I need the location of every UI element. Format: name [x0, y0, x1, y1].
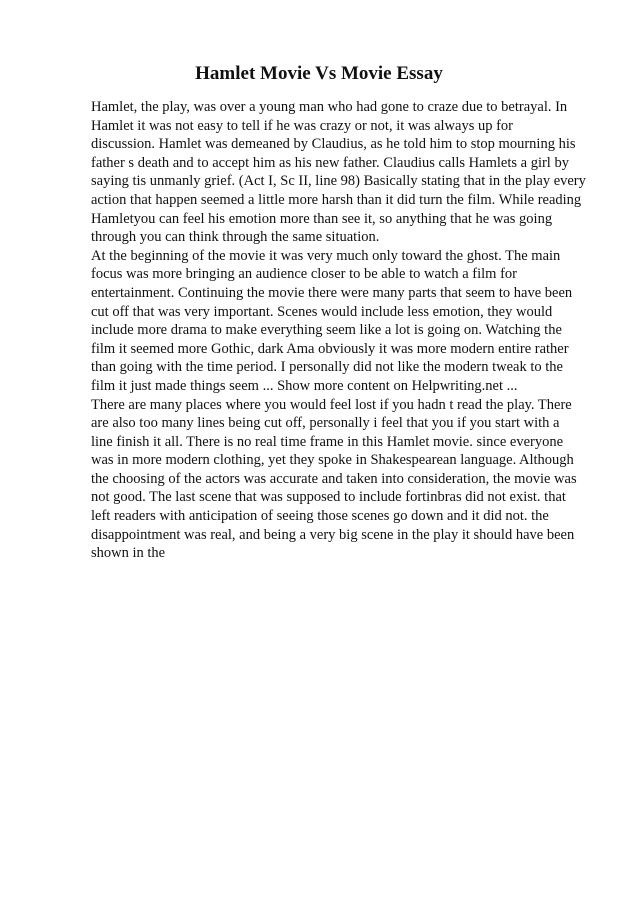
essay-line: saying tis unmanly grief. (Act I, Sc II, line 98) Basically stating that in the play every: [91, 173, 586, 190]
essay-line: There are many places where you would feel lost if you hadn t read the play. There: [91, 396, 572, 413]
essay-line: was in more modern clothing, yet they spoke in Shakespearean language. Although: [91, 452, 574, 469]
essay-line: are also too many lines being cut off, personally i feel that you if you start with a: [91, 415, 560, 432]
essay-line: not good. The last scene that was supposed to include fortinbras did not exist. that: [91, 489, 566, 506]
essay-line: cut off that was very important. Scenes would include less emotion, they would: [91, 303, 553, 320]
essay-line: film it just made things seem ... Show more content on Helpwriting.net ...: [91, 377, 518, 394]
essay-line: include more drama to make everything seem like a lot is going on. Watching the: [91, 322, 562, 339]
essay-line: disappointment was real, and being a very big scene in the play it should have been: [91, 526, 575, 543]
essay-line: At the beginning of the movie it was very much only toward the ghost. The main: [91, 247, 561, 264]
essay-line: focus was more bringing an audience closer to be able to watch a film for: [91, 266, 517, 283]
essay-line: entertainment. Continuing the movie there were many parts that seem to have been: [91, 284, 573, 301]
essay-body: [91, 98, 586, 563]
essay-line: Hamlet, the play, was over a young man who had gone to craze due to betrayal. In: [91, 99, 568, 115]
essay-line: shown in the: [91, 545, 166, 562]
essay-line: through you can think through the same situation.: [91, 229, 380, 246]
document-title: Hamlet Movie Vs Movie Essay: [195, 63, 443, 84]
essay-line: Hamletyou can feel his emotion more than see it, so anything that he was going: [91, 210, 553, 227]
essay-line: left readers with anticipation of seeing those scenes go down and it did not. the: [91, 508, 549, 525]
essay-line: film it seemed more Gothic, dark Ama obviously it was more modern entire rather: [91, 340, 569, 357]
essay-line: the choosing of the actors was accurate and taken into consideration, the movie was: [91, 470, 577, 487]
essay-line: action that happen seemed a little more harsh than it did turn the film. While reading: [91, 191, 582, 208]
essay-line: line finish it all. There is no real time frame in this Hamlet movie. since everyone: [91, 433, 564, 450]
essay-line: father s death and to accept him as his new father. Claudius calls Hamlets a girl by: [91, 154, 569, 171]
essay-line: Hamlet it was not easy to tell if he was crazy or not, it was always up for: [91, 117, 513, 134]
essay-line: discussion. Hamlet was demeaned by Claudius, as he told him to stop mourning his: [91, 136, 576, 153]
essay-line: than going with the time period. I personally did not like the modern tweak to the: [91, 359, 563, 376]
